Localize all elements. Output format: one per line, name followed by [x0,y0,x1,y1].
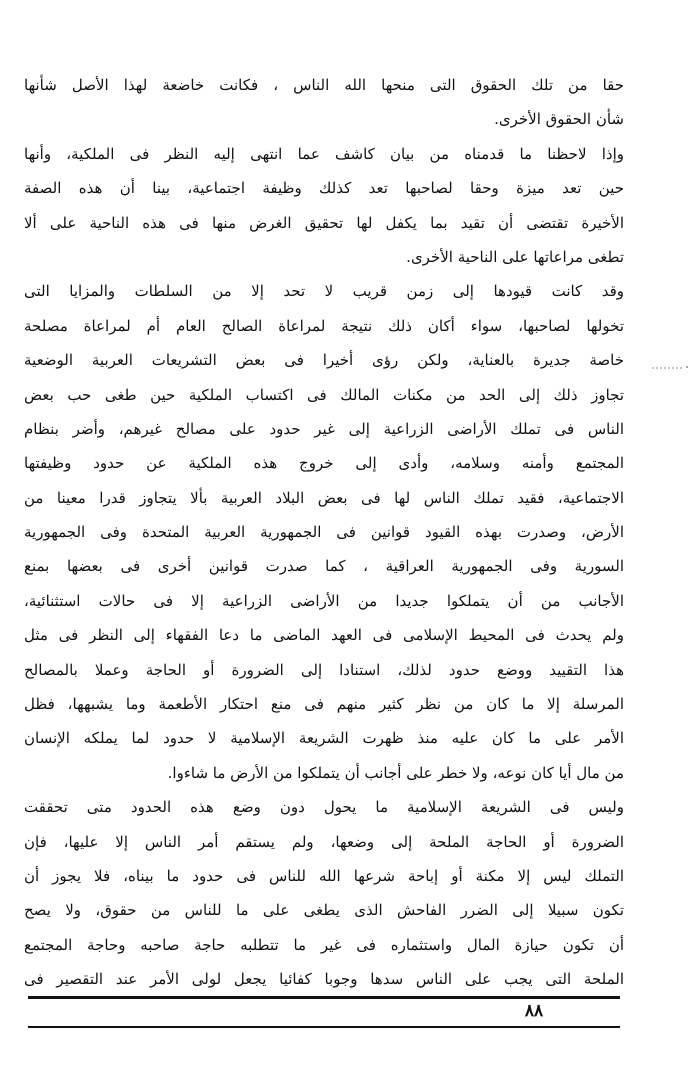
text-line: المجتمع وأمنه وسلامه، وأدى إلى خروج هذه الملكية عن حدود وظيفتها [24,454,624,473]
text-line: وقد كانت قيودها إلى زمن قريب لا تحد إلا من السلطات والمزايا التى [24,282,624,301]
text-line: الأمر على ما كان عليه منذ ظهرت الشريعة الإسلامية لا حدود لما يملكه الإنسان [24,729,624,748]
text-line: الأخيرة تقتضى أن تقيد بما يكفل لها تحقيق الغرض منها فى هذه الناحية على ألا [24,213,624,232]
text-line: أن تكون حيازة المال واستثماره فى غير ما تتطلبه حاجة صاحبه وحاجة المجتمع [24,935,624,954]
text-line: الضرورة أو الحاجة الملحة إلى وضعها، ولم يستقم أمر الناس إلا عليها، فإن [24,832,624,851]
text-line: من مال أيا كان نوعه، ولا خطر على أجانب أن يتملكوا من الأرض ما شاءوا. [167,763,624,782]
text-line: خاصة جديرة بالعناية، ولكن رؤى أخيرا فى بعض التشريعات العربية الوضعية [24,351,624,370]
text-line: تخولها لصاحبها، سواء أكان ذلك نتيجة لمراعاة الصالح العام أم لمراعاة مصلحة [24,316,624,335]
body-text [24,68,624,997]
text-line: الاجتماعية، فقيد تملك الناس لها فى بعض البلاد العربية بألا يتجاوز قدرا معينا من [24,488,624,507]
text-line: السورية وفى الجمهورية العراقية ، كما صدرت قوانين أخرى فى بعضها بمنع [24,557,624,576]
text-line: ولم يحدث فى المحيط الإسلامى فى العهد الماضى ما دعا الفقهاء إلى النظر فى مثل [24,626,624,645]
text-line: تجاوز ذلك إلى الحد من مكنات المالك فى اكتساب الملكية حين طغى حب بعض [24,385,624,404]
text-line: الأجانب من أن يتملكوا جديدا من الأراضى الزراعية إلا فى حالات استثنائية، [24,591,624,610]
page-number: ٨٨ [524,1001,544,1021]
text-line: المرسلة إلا ما كان من نظر كثير منهم فى منع احتكار الأطعمة وما يشبهها، فظل [24,695,624,714]
text-line: التملك ليس إلا مكنة أو إباحة شرعها الله للناس فى حدود ما بيناه، فلا يجوز أن [24,866,624,885]
text-line: وليس فى الشريعة الإسلامية ما يحول دون وضع هذه الحدود متى تحققت [24,798,624,817]
text-line: حقا من تلك الحقوق التى منحها الله الناس ، فكانت خاضعة لهذا الأصل شأنها [24,76,624,94]
footer-rule-top [28,996,620,999]
footer-rule-bottom [28,1026,620,1028]
text-line: وإذا لاحظنا ما قدمناه من بيان كاشف عما انتهى إليه النظر فى الملكية، وأنها [24,144,624,163]
text-line: تكون سبيلا إلى الضرر الفاحش الذى يطغى على ما للناس من حقوق، ولا يصح [24,901,624,920]
text-line: الأرض، وصدرت بهذه القيود قوانين فى الجمهورية العربية المتحدة وفى الجمهورية [24,523,624,542]
text-line: الناس فى تملك الأراضى الزراعية إلى غير حدود على مصالح غيرهم، وأضر بنظام [24,419,624,438]
margin-dash-mark [650,362,690,374]
text-line: هذا التقييد ووضع حدود لذلك، استنادا إلى الضرورة أو الحاجة وعملا بالمصالح [24,660,624,679]
text-line: حين تعد ميزة وحقا لصاحبها تعد كذلك وظيفة اجتماعية، بينا أن هذه الصفة [24,179,624,198]
text-line: شأن الحقوق الأخرى. [494,110,624,129]
text-line: تطغى مراعاتها على الناحية الأخرى. [406,247,624,266]
text-line: الملحة التى يجب على الناس سدها وجوبا كفائيا يجعل لولى الأمر عند التقصير فى [24,970,624,989]
